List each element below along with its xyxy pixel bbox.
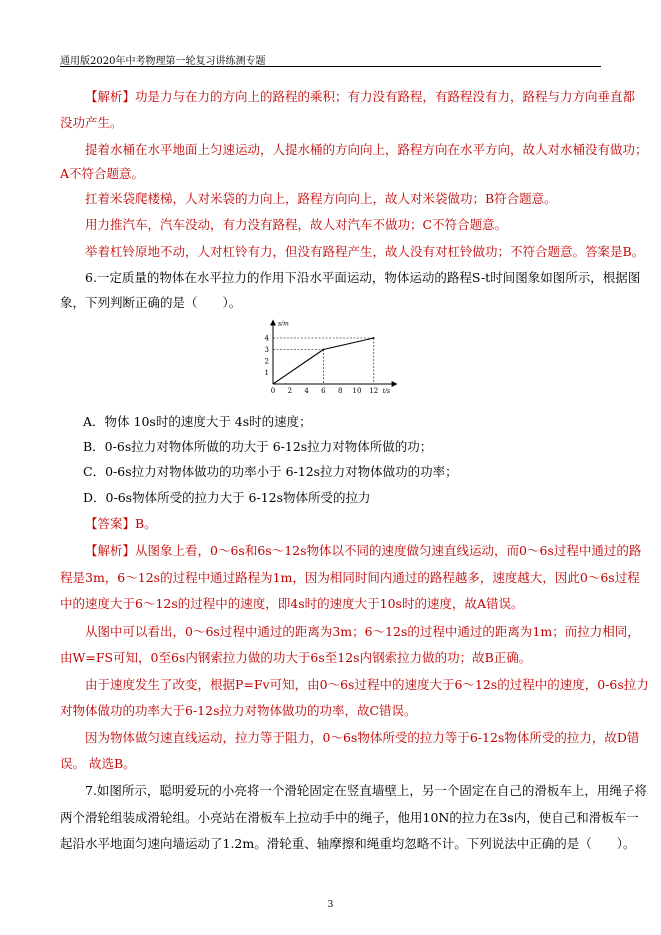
question-stem: 6.一定质量的物体在水平拉力的作用下沿水平面运动，物体运动的路程S-t时间图象如图所示，根据图: [85, 270, 641, 285]
analysis-line: 举着杠铃原地不动，人对杠铃有力，但没有路程产生，故人没有对杠铃做功；不符合题意。答案是B。: [85, 244, 645, 259]
explanation-line: 由于速度发生了改变，根据P=Fv可知，由0～6s过程中的速度大于6～12s的过程中的速度，0-6s拉力: [85, 677, 649, 692]
x-tick-label: 0: [270, 387, 276, 395]
option-a: A．物体 10s时的速度大于 4s时的速度；: [83, 414, 312, 429]
explanation-line: 程是3m，6～12s的过程中通过路程为1m，因为相同时间内通过的路程越多，速度越大，因此0～6s过程: [60, 570, 640, 585]
analysis-line: 【解析】功是力与在力的方向上的路程的乘积；有力没有路程，有路程没有力，路程与力方向垂直都: [85, 89, 636, 104]
x-tick-label: 8: [337, 387, 343, 395]
explanation-line: 【解析】从图象上看，0～6s和6s～12s物体以不同的速度做匀速直线运动，而0～6s过程中通过的路: [85, 543, 642, 558]
data-point: [373, 337, 375, 339]
x-tick-label: 2: [287, 387, 293, 395]
question-stem: 两个滑轮组装成滑轮组。小亮站在滑板车上拉动手中的绳子，他用10N的拉力在3s内，使自己和滑板车一: [60, 810, 639, 825]
analysis-line: 没功产生。: [60, 115, 123, 130]
series-segment: [273, 350, 323, 385]
explanation-line: 从图中可以看出，0～6s过程中通过的距离为3m；6～12s的过程中通过的距离为1m；而拉力相同，: [85, 624, 640, 639]
x-tick-label: 6: [321, 387, 326, 395]
s-t-graph: [255, 318, 405, 400]
analysis-line: 提着水桶在水平地面上匀速运动，人提水桶的方向向上，路程方向在水平方向，故人对水桶没有做功；: [85, 142, 648, 157]
option-c: C．0-6s拉力对物体做功的功率小于 6-12s拉力对物体做功的功率；: [83, 464, 458, 479]
explanation-line: 由W=FS可知，0至6s内钢索拉力做的功大于6s至12s内钢索拉力做的功；故B正确。: [60, 650, 532, 665]
explanation-line: 误。 故选B。: [60, 756, 136, 771]
answer-line: 【答案】B。: [85, 516, 157, 531]
x-tick-label: 12: [369, 387, 379, 395]
series-segment: [323, 338, 373, 350]
explanation-line: 因为物体做匀速直线运动，拉力等于阻力，0～6s物体所受的拉力等于6-12s物体所受的拉力，故D错: [85, 730, 640, 745]
y-tick-label: 2: [264, 357, 269, 366]
analysis-line: 用力推汽车，汽车没动，有力没有路程，故人对汽车不做功；C不符合题意。: [85, 217, 508, 232]
data-point: [323, 349, 325, 351]
explanation-line: 对物体做功的功率大于6-12s拉力对物体做功的功率，故C错误。: [60, 703, 417, 718]
x-tick-label: 4: [304, 387, 309, 395]
page-header: 通用版2020年中考物理第一轮复习讲练测专题: [60, 56, 266, 67]
analysis-line: A不符合题意。: [60, 166, 145, 181]
y-tick-label: 1: [264, 369, 269, 377]
option-d: D．0-6s物体所受的拉力大于 6-12s物体所受的拉力: [83, 490, 371, 505]
analysis-line: 扛着米袋爬楼梯，人对米袋的力向上，路程方向向上，故人对米袋做功；B符合题意。: [85, 191, 557, 206]
x-tick-label: 10: [352, 387, 362, 395]
explanation-line: 中的速度大于6～12s的过程中的速度，即4s时的速度大于10s时的速度，故A错误。: [60, 596, 524, 611]
question-stem: 7.如图所示，聪明爱玩的小亮将一个滑轮固定在竖直墙壁上，另一个固定在自己的滑板车上，用绳子将: [85, 783, 647, 798]
y-axis-label: s/m: [278, 320, 289, 328]
option-b: B．0-6s拉力对物体所做的功大于 6-12s拉力对物体所做的功；: [83, 439, 433, 454]
y-tick-label: 3: [264, 346, 269, 354]
header-rule: [60, 66, 601, 67]
page-number: 3: [327, 900, 334, 910]
question-stem: 起沿水平地面匀速向墙运动了1.2m。滑轮重、轴摩擦和绳重均忽略不计。下列说法中正确的是（ ）。: [60, 836, 636, 851]
y-tick-label: 4: [264, 334, 269, 343]
x-axis-label: t/s: [382, 388, 391, 395]
question-stem: 象，下列判断正确的是（ ）。: [60, 295, 242, 310]
